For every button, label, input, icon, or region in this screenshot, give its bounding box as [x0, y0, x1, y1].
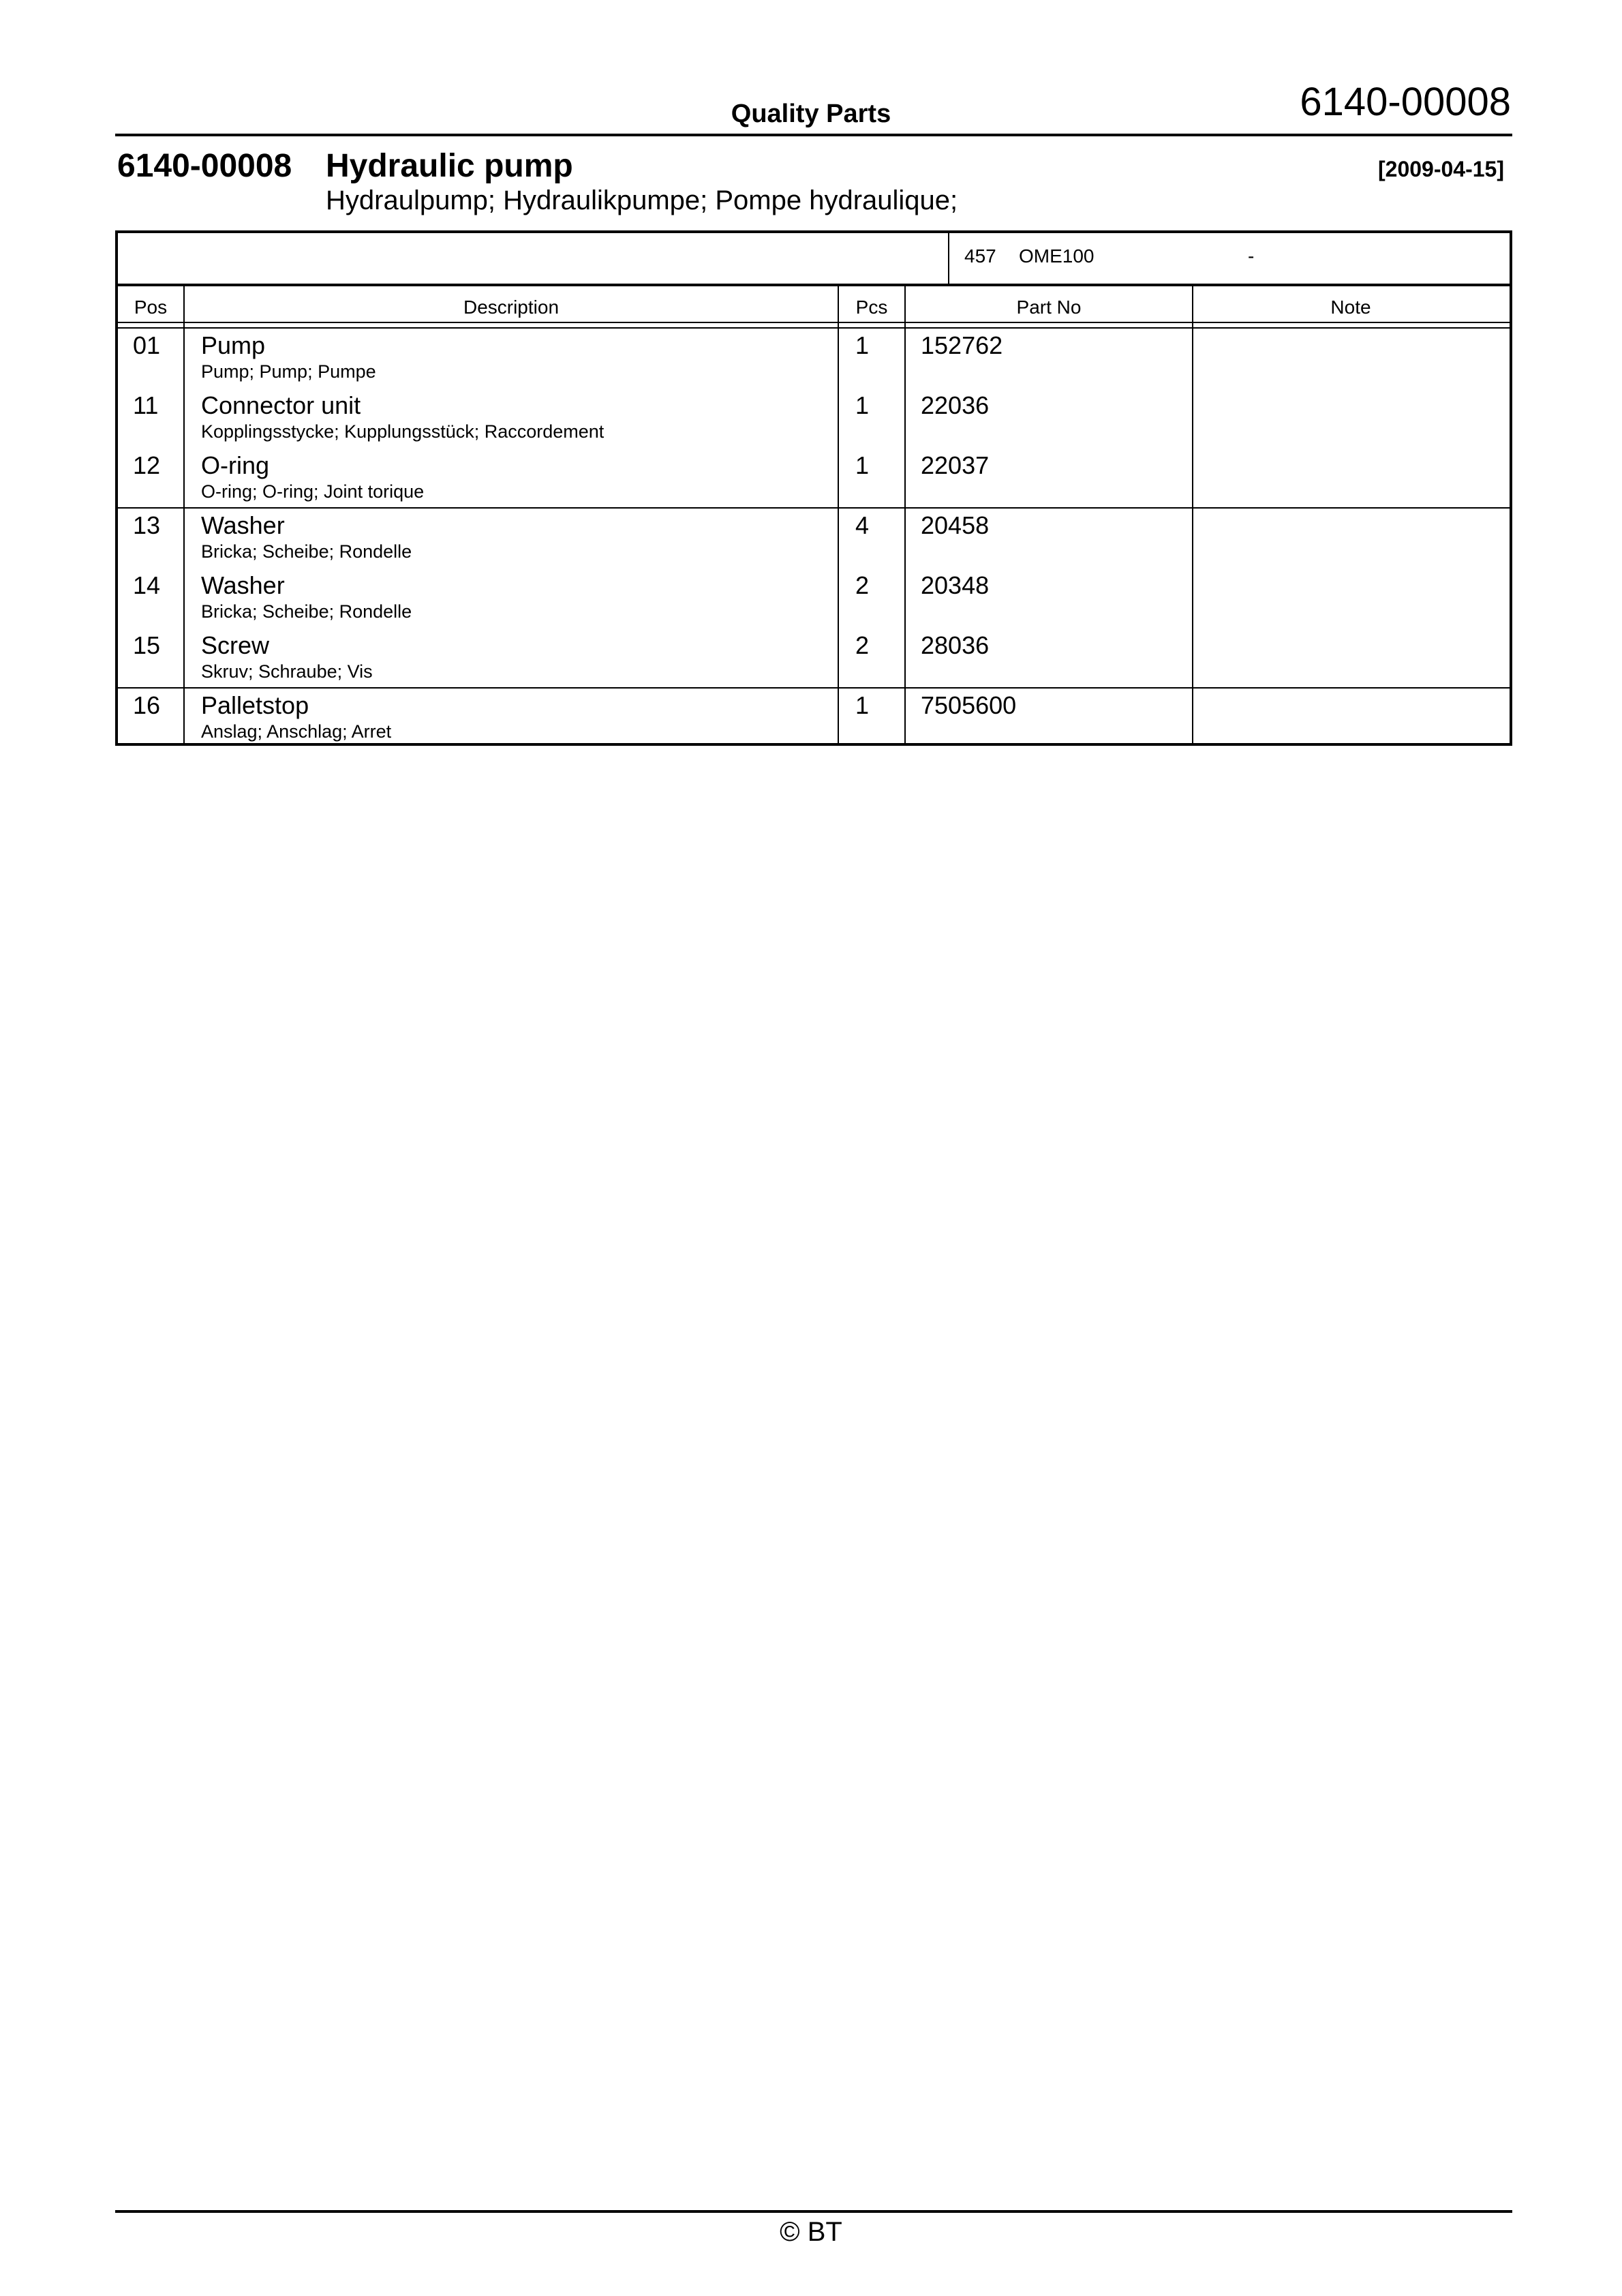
row-part-no: 28036: [921, 631, 990, 659]
row-pos: 13: [133, 511, 161, 539]
row-translations: Bricka; Scheibe; Rondelle: [201, 541, 412, 562]
row-description: Washer: [201, 571, 285, 599]
row-pos: 15: [133, 631, 161, 659]
part-group-translations: Hydraulpump; Hydraulikpumpe; Pompe hydraulique;: [326, 185, 958, 215]
footer-divider: [115, 2210, 1512, 2213]
row-translations: Kopplingsstycke; Kupplungsstück; Raccordement: [201, 421, 605, 442]
column-header-note: Note: [1330, 297, 1371, 318]
row-pos: 12: [133, 451, 161, 479]
row-description: Palletstop: [201, 691, 309, 719]
row-description: Pump: [201, 331, 266, 359]
part-group-date: [2009-04-15]: [1378, 157, 1504, 181]
row-translations: Pump; Pump; Pumpe: [201, 361, 376, 382]
row-pos: 16: [133, 691, 161, 719]
row-description: O-ring: [201, 451, 270, 479]
part-group-name: Hydraulic pump: [326, 148, 573, 184]
row-description: Washer: [201, 511, 285, 539]
row-translations: Anslag; Anschlag; Arret: [201, 721, 392, 742]
row-pcs: 2: [855, 571, 870, 599]
column-header-description: Description: [463, 297, 560, 318]
column-header-pcs: Pcs: [855, 297, 888, 318]
row-pos: 14: [133, 571, 161, 599]
row-pcs: 1: [855, 391, 870, 419]
row-pos: 01: [133, 331, 161, 359]
model-code: 457: [964, 245, 996, 267]
row-part-no: 152762: [921, 331, 1003, 359]
row-description: Screw: [201, 631, 270, 659]
row-pcs: 4: [855, 511, 870, 539]
row-pcs: 1: [855, 691, 870, 719]
row-part-no: 22037: [921, 451, 990, 479]
document-header-number: 6140-00008: [1300, 80, 1511, 124]
row-translations: O-ring; O-ring; Joint torique: [201, 481, 425, 502]
column-header-part-no: Part No: [1016, 297, 1082, 318]
column-header-pos: Pos: [134, 297, 168, 318]
row-description: Connector unit: [201, 391, 361, 419]
document-header-title: Quality Parts: [731, 100, 891, 128]
model-dash: -: [1248, 245, 1255, 267]
row-part-no: 20458: [921, 511, 990, 539]
row-part-no: 20348: [921, 571, 990, 599]
row-translations: Skruv; Schraube; Vis: [201, 661, 373, 682]
part-group-number: 6140-00008: [117, 148, 292, 184]
footer-copyright: © BT: [780, 2217, 842, 2247]
model-name: OME100: [1019, 245, 1095, 267]
row-pcs: 2: [855, 631, 870, 659]
row-part-no: 22036: [921, 391, 990, 419]
row-part-no: 7505600: [921, 691, 1017, 719]
row-pcs: 1: [855, 451, 870, 479]
header-divider: [115, 134, 1512, 136]
row-translations: Bricka; Scheibe; Rondelle: [201, 601, 412, 622]
row-pos: 11: [133, 391, 159, 419]
parts-table: [115, 230, 1512, 746]
row-pcs: 1: [855, 331, 870, 359]
